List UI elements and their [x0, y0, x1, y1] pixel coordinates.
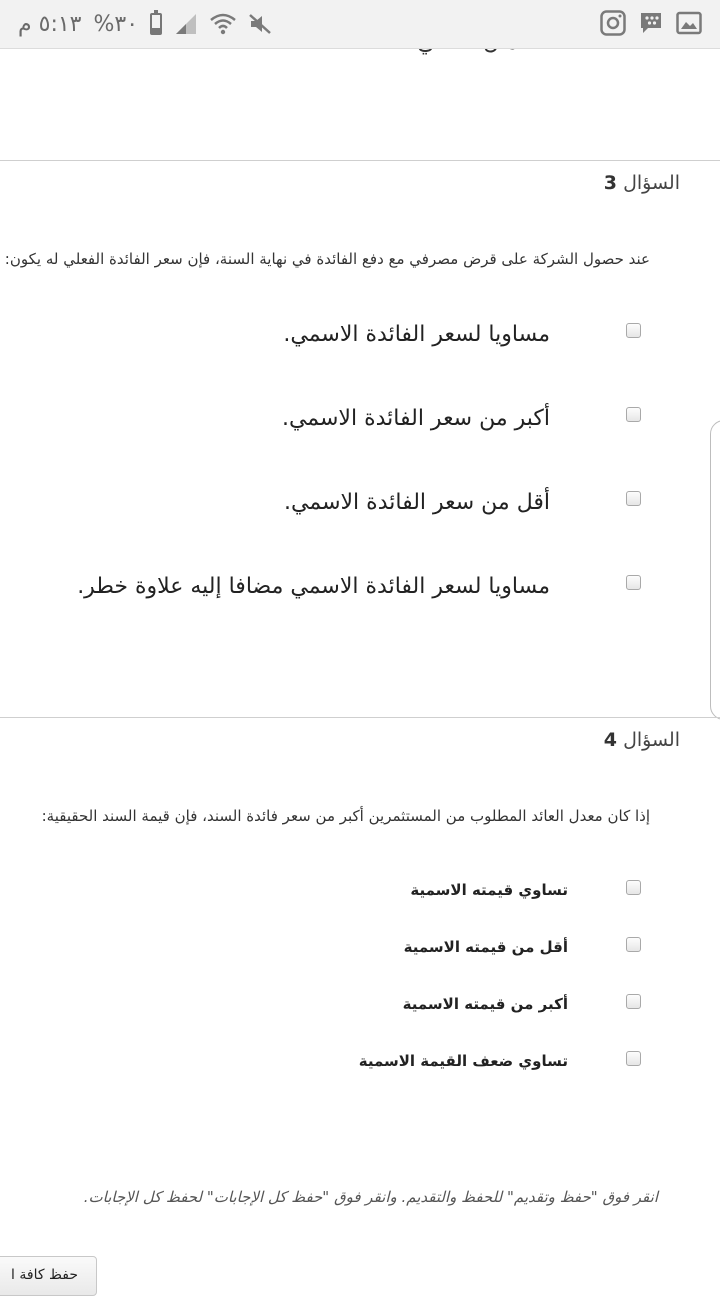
option-checkbox[interactable] [626, 575, 641, 590]
battery-icon [150, 13, 162, 35]
question-3-option-1[interactable] [0, 320, 720, 360]
option-label: تساوي قيمته الاسمية [410, 881, 568, 899]
question-3-option-2[interactable] [0, 404, 720, 444]
signal-icon [174, 13, 198, 35]
gallery-icon [676, 10, 702, 36]
status-right [600, 10, 702, 36]
status-left [18, 10, 272, 38]
question-4 [0, 717, 720, 1137]
option-checkbox[interactable] [626, 323, 641, 338]
instagram-icon [600, 10, 626, 36]
status-bar [0, 0, 720, 49]
option-label: أقل من قيمته الاسمية [403, 938, 568, 956]
option-checkbox[interactable] [626, 880, 641, 895]
question-4-title [604, 729, 680, 751]
submit-instructions: انقر فوق "حفظ وتقديم" للحفظ والتقديم. وانقر فوق "حفظ كل الإجابات" لحفظ كل الإجابات. [83, 1188, 658, 1206]
battery-percent: %٣٠ [93, 11, 139, 37]
question-3-option-3[interactable] [0, 488, 720, 528]
save-all-answers-button[interactable]: حفظ كافة ا [0, 1256, 97, 1296]
question-3-label: السؤال [623, 172, 680, 194]
question-4-option-1[interactable] [0, 879, 720, 919]
option-label: أقل من سعر الفائدة الاسمي. [284, 490, 550, 515]
option-label: مساويا لسعر الفائدة الاسمي. [283, 322, 550, 347]
option-checkbox[interactable] [626, 491, 641, 506]
option-checkbox[interactable] [626, 937, 641, 952]
scroll-indicator[interactable] [710, 420, 720, 720]
question-4-option-3[interactable] [0, 993, 720, 1033]
option-label: تساوي ضعف القيمة الاسمية [358, 1052, 568, 1070]
question-4-number: 4 [603, 729, 618, 751]
question-4-option-4[interactable] [0, 1050, 720, 1090]
bbm-chat-icon [638, 10, 664, 36]
option-label: مساويا لسعر الفائدة الاسمي مضافا إليه علاوة خطر. [77, 574, 550, 599]
clock: ٥:١٣ م [18, 11, 82, 37]
option-label: أكبر من سعر الفائدة الاسمي. [281, 406, 550, 431]
question-3-prompt: عند حصول الشركة على قرض مصرفي مع دفع الفائدة في نهاية السنة، فإن سعر الفائدة الفعلي له يكون: [4, 250, 650, 268]
option-checkbox[interactable] [626, 407, 641, 422]
question-3-number: 3 [603, 172, 618, 194]
question-4-prompt: إذا كان معدل العائد المطلوب من المستثمرين أكبر من سعر فائدة السند، فإن قيمة السند الحقيقية: [41, 807, 650, 825]
option-label: أكبر من قيمته الاسمية [402, 995, 568, 1013]
question-3-title [604, 172, 680, 194]
question-4-option-2[interactable] [0, 936, 720, 976]
option-checkbox[interactable] [626, 1051, 641, 1066]
question-3-option-4[interactable] [0, 572, 720, 612]
option-checkbox[interactable] [626, 994, 641, 1009]
mute-icon [248, 13, 272, 35]
question-3 [0, 160, 720, 717]
question-4-label: السؤال [623, 729, 680, 751]
wifi-icon [210, 13, 236, 35]
